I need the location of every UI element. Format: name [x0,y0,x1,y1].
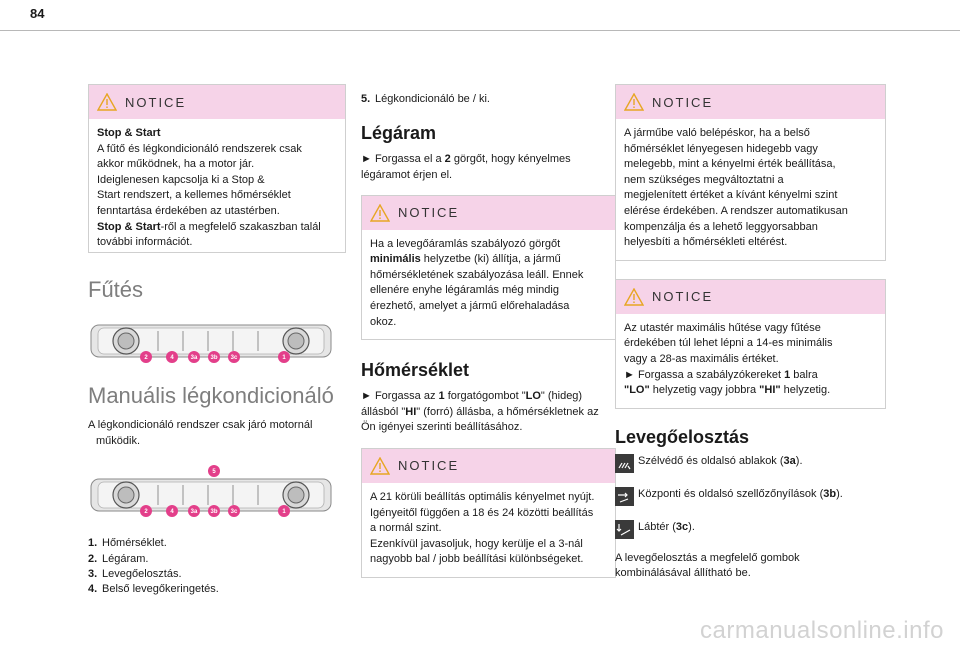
callout-label: 3a [190,355,198,361]
page-number: 84 [30,6,45,21]
distribution-text: kombinálásával állítható be. [615,567,751,580]
notice-body: A járműbe való belépéskor, ha a belső hőmérséklet lényegesen hidegebb vagy melegebb, mint a kényelmi érték beállítása, nem szükséges megváltoztatni a megjelenített értéket a kívánt kényelmi szint elérése érdekében. A rendszer automatikusan kompenzálja és a lehető leggyorsabban helyesbíti a hőmérsékleti eltérést. [624,127,848,249]
notice-body: A 21 körüli beállítás optimális kényelmet nyújt. Igényeitől függően a 18 és 24 közötti beállítás a normál szint. Ezenkívül javasoljuk, hogy kerülje el a 3-nál nagyobb bal / jobb beállítási különbségeket. [370,490,595,566]
legend-list [88,536,346,598]
callout-label: 3c [230,355,238,361]
notice-box-extremes [615,279,886,409]
control-panel-heating [88,319,334,364]
notice-body: Az utastér maximális hűtése vagy fűtése érdekében túl lehet lépni a 14-es minimális vagy a 28-as maximális értéket. ► Forgassa a szabályzókereket 1 balra "LO" helyzetig vagy jobbra "HI" helyzetig. [624,321,833,397]
middle-column [361,92,616,578]
list-item: 1. Hőmérséklet. [88,537,167,550]
warning-icon [97,93,117,111]
warning-icon [370,204,390,222]
notice-title: NOTICE [652,289,714,305]
notice-line: Start rendszert, a kellemes hőmérséklet [97,189,291,202]
left-column [88,84,346,598]
notice-header [616,280,885,314]
manual-ac-text: A légkondicionáló rendszer csak járó motornál [88,419,313,431]
notice-line: akkor működnek, ha a motor jár. [97,158,255,171]
notice-body: Ha a levegőáramlás szabályozó görgőt minimális helyzetbe (ki) állítja, a jármű hőmérsékletének szabályozása leáll. Ennek ellenére enyhe légáramlás még mindig érezhető, amelyet a jármű előrehaladása okoz. [370,237,584,328]
notice-box-comfort [615,84,886,261]
temperature-text: állásból "HI" (forró) állásba, a hőmérsékletnek az [361,405,599,418]
list-item: Lábtér (3c). [615,520,886,539]
callout-label: 2 [144,509,148,516]
callout-label: 5 [212,469,216,476]
notice-body [89,119,345,260]
right-column [615,84,886,582]
warning-icon [624,288,644,306]
callout-label: 2 [144,355,148,361]
notice-title: NOTICE [125,94,187,110]
callout-label: 3c [230,509,238,516]
distribution-heading: Levegőelosztás [615,426,750,447]
notice-line: fenntartása érdekében az utastérben. [97,204,280,217]
face-vent-airflow-icon [615,487,634,506]
list-item: 5. Légkondicionáló be / ki. [361,93,490,105]
top-divider [0,30,960,31]
notice-header [616,85,885,119]
footwell-airflow-icon [615,520,634,539]
warning-icon [624,93,644,111]
callout-label: 4 [170,355,174,361]
airflow-text: légáramot érjen el. [361,169,453,181]
notice-line: Stop & Start [97,127,161,139]
notice-line: Ideiglenesen kapcsolja ki a Stop & [97,173,265,186]
warning-icon [370,457,390,475]
callout-label: 3a [190,509,198,516]
distribution-text: A levegőelosztás a megfelelő gombok [615,551,800,564]
list-item: 2. Légáram. [88,552,149,565]
temperature-text: Ön igényei szerinti beállításához. [361,421,523,434]
callout-label: 4 [170,509,174,516]
airflow-heading: Légáram [361,123,437,144]
notice-line: A fűtő és légkondicionáló rendszerek csak [97,142,302,155]
notice-line: Stop & Start-ről a megfelelő szakaszban talál [97,220,321,233]
callout-label: 1 [282,355,286,361]
manual-ac-heading: Manuális légkondicionáló [88,383,334,408]
manual-ac-text: működik. [96,434,141,447]
list-item: Szélvédő és oldalsó ablakok (3a). [615,454,886,473]
control-panel-ac [88,463,334,518]
heating-heading: Fűtés [88,277,144,302]
list-item: Központi és oldalsó szellőzőnyílások (3b). [615,487,886,506]
list-item: 3. Levegőelosztás. [88,568,182,580]
airflow-text: ► Forgassa el a 2 görgőt, hogy kényelmes [361,153,571,166]
notice-box-airflow [361,195,616,341]
notice-title: NOTICE [652,94,714,110]
notice-title: NOTICE [398,205,460,221]
list-item: 4. Belső levegőkeringetés. [88,583,219,596]
notice-line: további információt. [97,236,193,249]
callout-label: 3b [210,509,218,516]
notice-header [362,449,615,483]
notice-box-temperature [361,448,616,578]
notice-title: NOTICE [398,458,460,474]
windscreen-airflow-icon [615,454,634,473]
notice-box-stop-start [88,84,346,253]
temperature-heading: Hőmérséklet [361,360,470,381]
callout-label: 1 [282,509,286,516]
notice-header [89,85,345,119]
watermark: carmanualsonline.info [700,617,944,644]
temperature-text: ► Forgassa az 1 forgatógombot "LO" (hideg) [361,390,583,403]
notice-header [362,196,615,230]
callout-label: 3b [210,355,218,361]
